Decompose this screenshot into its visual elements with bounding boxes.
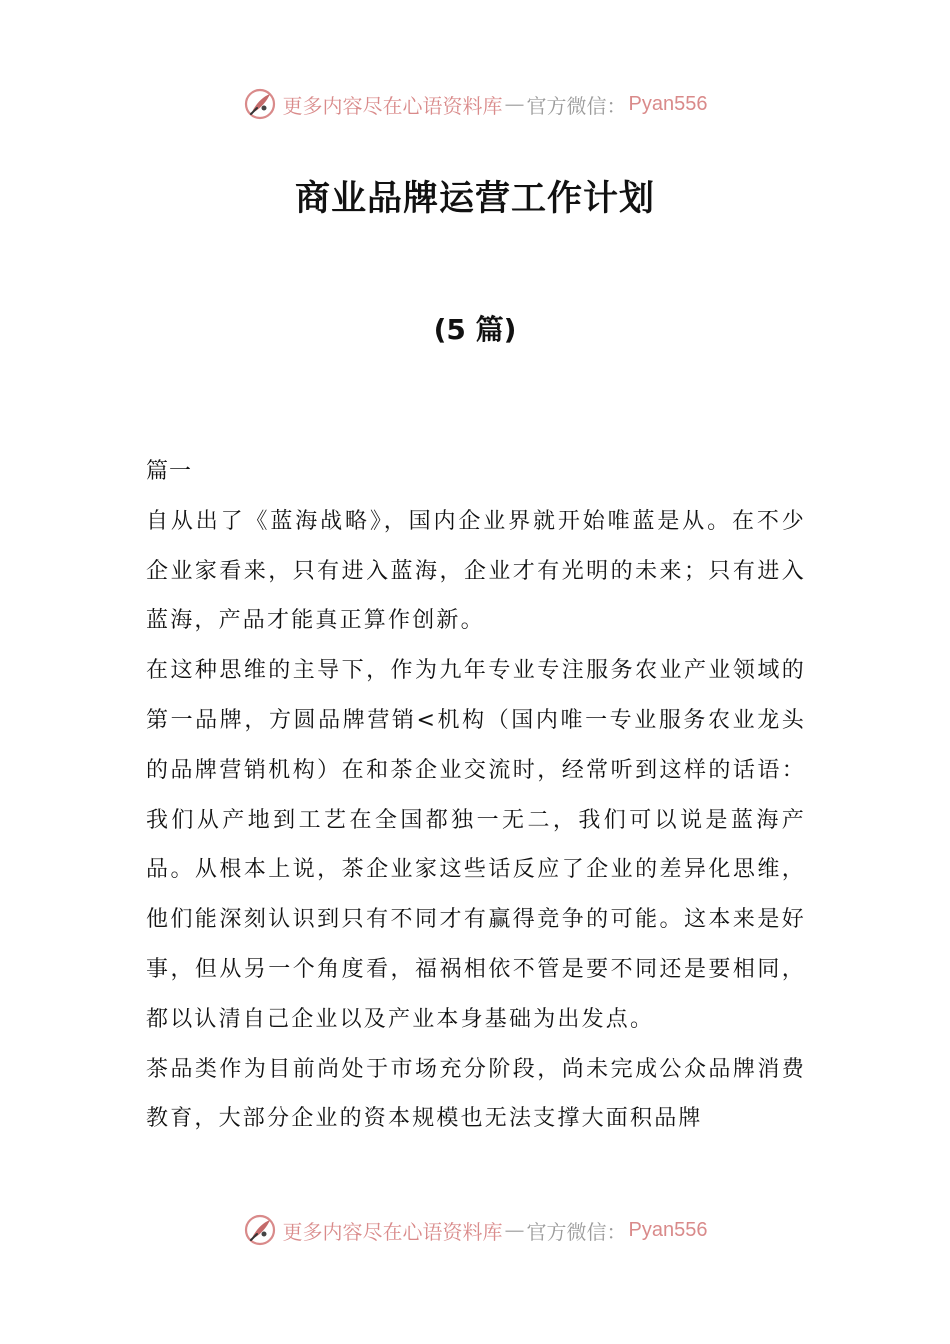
document-subtitle: (5 篇) (433, 313, 517, 346)
watermark-wechat-id: Pyan556 (628, 92, 708, 115)
watermark-brand: 更多内容尽在心语资料库 (282, 1219, 503, 1244)
watermark-dash: — (504, 1218, 525, 1242)
watermark-label: 官方微信： (526, 93, 627, 118)
quill-logo-icon (243, 87, 277, 121)
paragraph-2: 在这种思维的主导下，作为九年专业专注服务农业产业领域的第一品牌，方圆品牌营销<机构（国内唯一专业服务农业龙头的品牌营销机构）在和茶企业交流时，经常听到这样的话语：我们从产地到工艺在全国都独一无二，我们可以说是蓝海产品。从根本上说，茶企业家这些话反应了企业的差异化思维，他们能深刻认识到只有不同才有赢得竞争的可能。这本来是好事，但从另一个角度看，福祸相依不管是要不同还是要相同，都以认清自己企业以及产业本身基础为出发点。 (146, 658, 806, 1032)
paragraph-3: 茶品类作为目前尚处于市场充分阶段，尚未完成公众品牌消费教育，大部分企业的资本规模也无法支撑大面积品牌 (146, 1056, 806, 1132)
watermark-dash: — (504, 92, 525, 116)
watermark-label: 官方微信： (526, 1219, 627, 1244)
quill-logo-icon (243, 1213, 277, 1247)
header-watermark (0, 84, 950, 124)
paragraph-1: 自从出了《蓝海战略》，国内企业界就开始唯蓝是从。在不少企业家看来，只有进入蓝海，企业才有光明的未来；只有进入蓝海，产品才能真正算作创新。 (146, 508, 806, 634)
watermark-brand: 更多内容尽在心语资料库 (282, 93, 503, 118)
document-title: 商业品牌运营工作计划 (294, 179, 655, 219)
section-heading: 篇一 (146, 459, 193, 484)
footer-watermark (0, 1210, 950, 1250)
watermark-wechat-id: Pyan556 (628, 1218, 708, 1241)
document-body (146, 447, 806, 1144)
